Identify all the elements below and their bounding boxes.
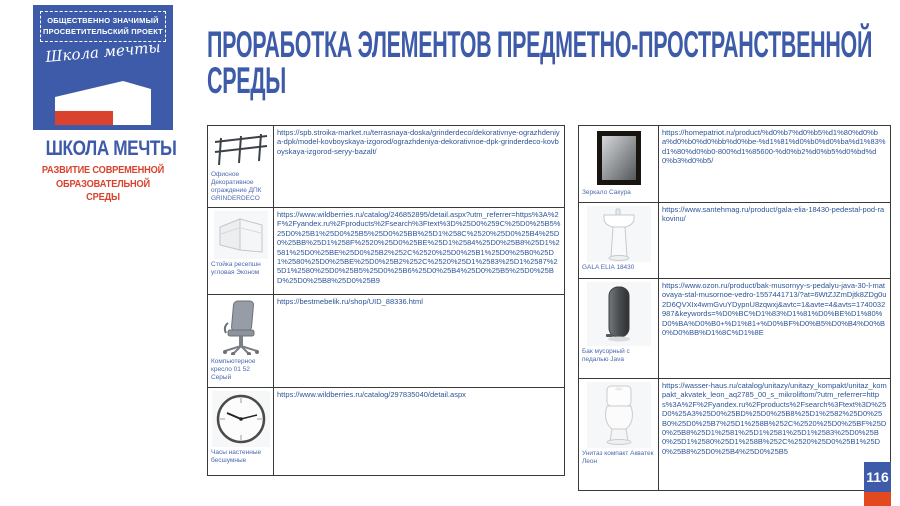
product-url-link[interactable]: https://homepatriot.ru/product/%d0%b7%d0%b5%d1%80%d0%ba%d0%b0%d0%bb%d0%be-%d1%81%d0%b0%d0%ba%d1%83%d1%80%d0%b0-800%d1%85600-%d0%b2%d0%b5%d0%bd%d0%b3%d0%b5/	[662, 128, 886, 166]
product-caption: Офисное Декоративное ограждение ДПК GRINDERDECO	[211, 171, 262, 203]
railing-photo	[212, 129, 270, 169]
product-caption: Унитаз компакт Акватек Леон	[582, 450, 654, 466]
product-caption: Стойка ресепшн угловая Эконом	[211, 261, 261, 277]
page-number-badge	[864, 462, 891, 506]
table-row	[208, 388, 565, 476]
left-products-table	[207, 125, 565, 476]
brand-tagline: РАЗВИТИЕ СОВРЕМЕННОЙ ОБРАЗОВАТЕЛЬНОЙ СРЕДЫ	[41, 164, 165, 204]
house-icon	[51, 77, 155, 130]
table-row	[579, 203, 891, 279]
product-url-link[interactable]: https://wasser-haus.ru/catalog/unitazy/unitazy_kompakt/unitaz_kompakt_akvatek_leon_aq2785_00_s_mikroliftom/?utm_referrer=https%3A%2F%2Fyandex.ru%2Fproducts%2Fsearch%3Ftext%3D%25D0%25A3%25D0%25BD%25D0%25B8%25D1%2582%25D0%25B0%25D0%25B7%25D1%258B%252C%2520%25D0%25BF%25D0%25B8%25D1%2581%25D1%2581%25D1%2583%25D0%25B0%25D1%2580%25D1%258B%252C%2520%25D0%25B1%25D0%25B8%25D0%25B4%25D0%25B5	[662, 381, 887, 456]
product-url-link[interactable]: https://www.ozon.ru/product/bak-musornyy-s-pedalyu-java-30-l-matovaya-stal-musornoe-vedro-1557441713/?at=6WtZJZmDjtk8ZDg0u2D6QVXIx4wmGvuYDypnU8zqwxj&avtc=1&avte=4&avts=1740032987&keywords=%D0%BC%D1%83%D1%81%D0%BE%D1%80%D0%BA%D0%B0+%D1%81+%D0%BF%D0%B5%D0%B4%D0%B0%D0%BB%D1%8C%D1%8E	[662, 281, 887, 337]
product-url-link[interactable]: https://www.wildberries.ru/catalog/297835040/detail.aspx	[277, 390, 466, 399]
mirror-photo	[587, 129, 651, 187]
project-label: ОБЩЕСТВЕННО ЗНАЧИМЫЙ ПРОСВЕТИТЕЛЬСКИЙ ПРОЕКТ	[40, 11, 166, 42]
page-number: 116	[864, 462, 891, 492]
reception-desk-photo	[214, 211, 268, 259]
right-products-table	[578, 125, 891, 491]
toilet-photo	[587, 382, 651, 448]
brand-name: ШКОЛА МЕЧТЫ	[45, 137, 177, 160]
trash-bin-photo	[587, 282, 651, 346]
table-row	[579, 379, 891, 491]
product-caption: Зеркало Сакура	[582, 189, 631, 196]
product-caption: Часы настенные бесшумные	[211, 449, 262, 465]
table-row	[208, 295, 565, 388]
page-title: ПРОРАБОТКА ЭЛЕМЕНТОВ ПРЕДМЕТНО-ПРОСТРАНСТВЕННОЙ СРЕДЫ	[207, 24, 873, 101]
table-row	[579, 279, 891, 379]
logo-script-text: Школа мечты	[44, 38, 162, 66]
product-url-link[interactable]: https://spb.stroika-market.ru/terrasnaya-doska/grinderdeco/dekorativnye-ograzhdeniya-dpk/model-kovboyskaya-izgorod/ograzhdeniya-dekorativnoe-dpk-grinderdeco-kovboyskaya-izgorod-seryy-bazalt/	[277, 128, 560, 156]
product-caption: Компьютерное кресло 01 52 Серый	[211, 358, 256, 382]
badge-accent-bar	[864, 492, 891, 506]
table-row	[579, 126, 891, 203]
wall-clock-photo	[212, 391, 270, 447]
product-url-link[interactable]: https://www.santehmag.ru/product/gala-elia-18430-pedestal-pod-rakovinu/	[662, 205, 885, 224]
table-row	[208, 126, 565, 208]
table-row	[208, 208, 565, 295]
product-url-link[interactable]: https://bestmebelik.ru/shop/UID_88336.html	[277, 297, 423, 306]
pedestal-sink-photo	[587, 206, 651, 262]
logo-blue-panel	[33, 5, 173, 130]
product-caption: Бак мусорный с педалью Java	[582, 348, 630, 364]
product-url-link[interactable]: https://www.wildberries.ru/catalog/246852895/detail.aspx?utm_referrer=https%3A%2F%2Fyandex.ru%2Fproducts%2Fsearch%3Ftext%3D%25D0%259C%25D0%25B5%25D0%25B1%25D0%25B5%25D0%25BB%25D1%258C%2520%25D0%25B4%25D0%25BB%25D1%258F%2520%25D0%25BE%25D1%2584%25D0%25B8%25D1%2581%25D0%25BE%25D0%25B2%252C%2520%25D0%25B1%25D0%25B0%25D1%2580%25D0%25BE%25D0%25B2%252C%2520%25D1%2583%25D1%2587%25D1%2580%25D0%25B5%25D0%25B6%25D0%25B4%25D0%25B5%25D0%25BD%25D0%25B8%25D0%25B9	[277, 210, 561, 285]
office-chair-photo	[212, 298, 270, 356]
product-caption: GALA ELIA 18430	[582, 264, 635, 271]
school-of-dreams-logo	[33, 5, 177, 205]
